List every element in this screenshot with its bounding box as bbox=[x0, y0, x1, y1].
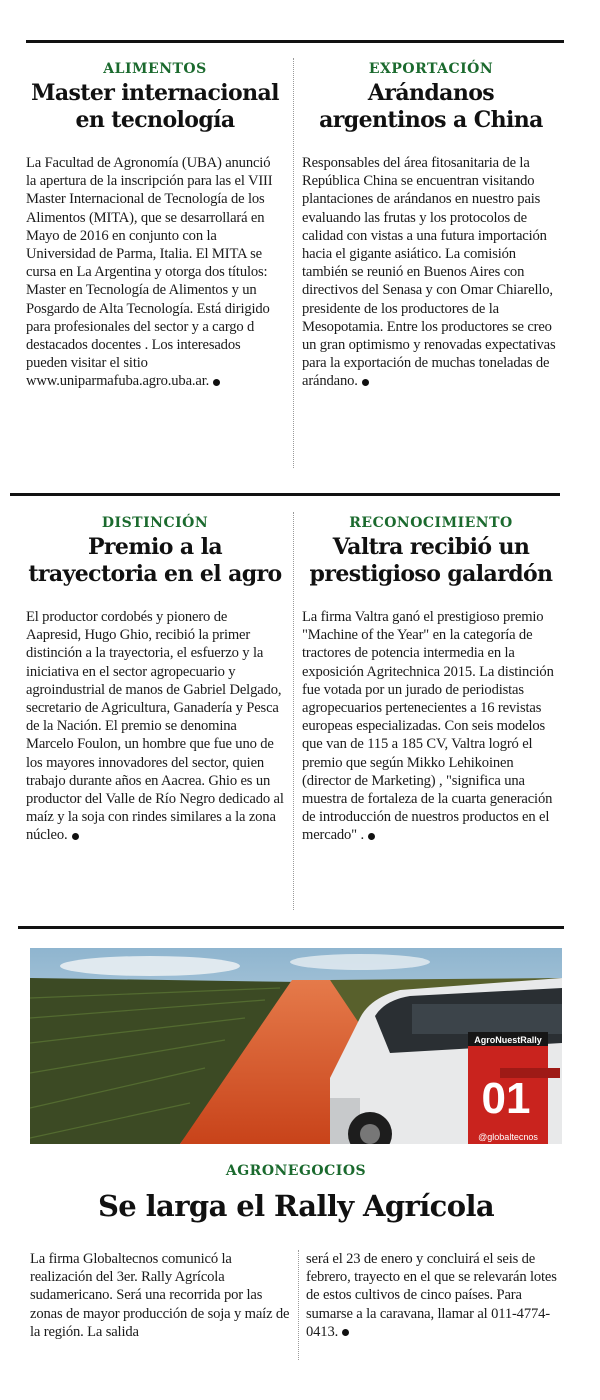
column-divider bbox=[293, 512, 294, 910]
end-bullet bbox=[213, 379, 220, 386]
rally-kicker: AGRONEGOCIOS bbox=[225, 1163, 367, 1179]
end-bullet bbox=[72, 833, 79, 840]
rally-body-right: será el 23 de enero y concluirá el seis de febrero, trayecto en el que se relevarán lotes de estos cultivos de cinco países. Para sumarse a la caravana, llamar al 011-4774-0413. bbox=[306, 1251, 557, 1340]
article-body: Responsables del área fitosanitaria de la República China se encuentran visitando plantaciones de arándanos en nuestro pais evaluando las frutas y los protocolos de calidad con vistas a una futura importación hacia el gigante asiático. La comisión también se reunió en Buenos Aires con directivos del Senasa y con Omar Chiarello, presidente de los productores de la Mesopotamia. Entre los productores se creo un gran optimismo y renovadas expectativas para la exportación de muchas toneladas de arándano. bbox=[302, 155, 556, 390]
article-body: La firma Valtra ganó el prestigioso premio "Machine of the Year" en la categoría de tractores de potencia intermedia en la exposición Agritechnica 2015. La distinción fue votada por un jurado de periodistas agropecuarios pertenecientes a 16 revistas europeas especializadas. Con seis modelos que van de 115 a 185 CV, Valtra logró el premio que según Mikko Lehikoinen (director de Marketing) , "significa una muestra de fortaleza de la cuarta generación de introducción de nuestros productos en el mercado" . bbox=[302, 609, 554, 844]
rally-photo bbox=[30, 948, 562, 1144]
end-bullet bbox=[362, 379, 369, 386]
top-rule bbox=[26, 40, 564, 43]
article-exportacion bbox=[302, 60, 560, 391]
article-kicker: EXPORTACIÓN bbox=[368, 61, 494, 77]
column-divider bbox=[293, 58, 294, 468]
rally-photo-illustration bbox=[30, 948, 562, 1144]
article-body: La Facultad de Agronomía (UBA) anunció la apertura de la inscripción para las el VIII Master Internacional de Tecnología de los Alimentos (MITA), que se desarrollará en Mayo de 2016 en conjunto con la Universidad de Parma, Italia. El MITA se cursa en La Argentina y otorga dos títulos: Master en Tecnología de Alimentos y un Posgardo de Alta Tecnología. Está dirigido para profesionales del sector y a cargo d destacados docentes . Los interesados pueden visitar el sitio www.uniparmafuba.agro.uba.ar. bbox=[26, 155, 273, 390]
car-badge: AgroNuestRally bbox=[474, 1035, 542, 1045]
car-sponsor: @globaltecnos bbox=[478, 1132, 538, 1142]
article-headline: Valtra recibió un prestigioso galardón bbox=[309, 534, 553, 587]
article-headline: Premio a la trayectoria en el agro bbox=[28, 534, 282, 587]
end-bullet bbox=[342, 1329, 349, 1336]
article-reconocimiento bbox=[302, 514, 560, 845]
cloud bbox=[60, 956, 240, 976]
car-number: 01 bbox=[481, 1074, 531, 1123]
article-kicker: DISTINCIÓN bbox=[101, 515, 209, 531]
article-alimentos bbox=[26, 60, 284, 391]
article-headline: Arándanos argentinos a China bbox=[319, 80, 543, 133]
lower-rule bbox=[18, 926, 564, 929]
article-kicker: ALIMENTOS bbox=[103, 61, 207, 77]
article-headline: Master internacional en tecnología bbox=[31, 80, 279, 133]
rally-body-left: La firma Globaltecnos comunicó la realización del 3er. Rally Agrícola sudamericano. Será una recorrida por las zonas de mayor producción de soja y maíz de la región. La salida bbox=[30, 1251, 290, 1340]
article-distincion bbox=[26, 514, 284, 845]
column-divider bbox=[298, 1250, 299, 1360]
rally-headline: Se larga el Rally Agrícola bbox=[97, 1189, 495, 1223]
article-kicker: RECONOCIMIENTO bbox=[349, 515, 513, 531]
cloud bbox=[290, 954, 430, 970]
end-bullet bbox=[368, 833, 375, 840]
middle-rule bbox=[10, 493, 560, 496]
article-body: El productor cordobés y pionero de Aapresid, Hugo Ghio, recibió la primer distinción a la trayectoria, el esfuerzo y la iniciativa en el sector agropecuario y agroindustrial de manos de Gabriel Delgado, secretario de Agricultura, Ganadería y Pesca de la Nación. El premio se denomina Marcelo Foulon, un hombre que fue uno de los mayores innovadores del sector, quien trabajo durante años en Aacrea. Ghio es un productor del Valle de Río Negro dedicado al maíz y la soja con rindes similares a la zona núcleo. bbox=[26, 609, 284, 844]
